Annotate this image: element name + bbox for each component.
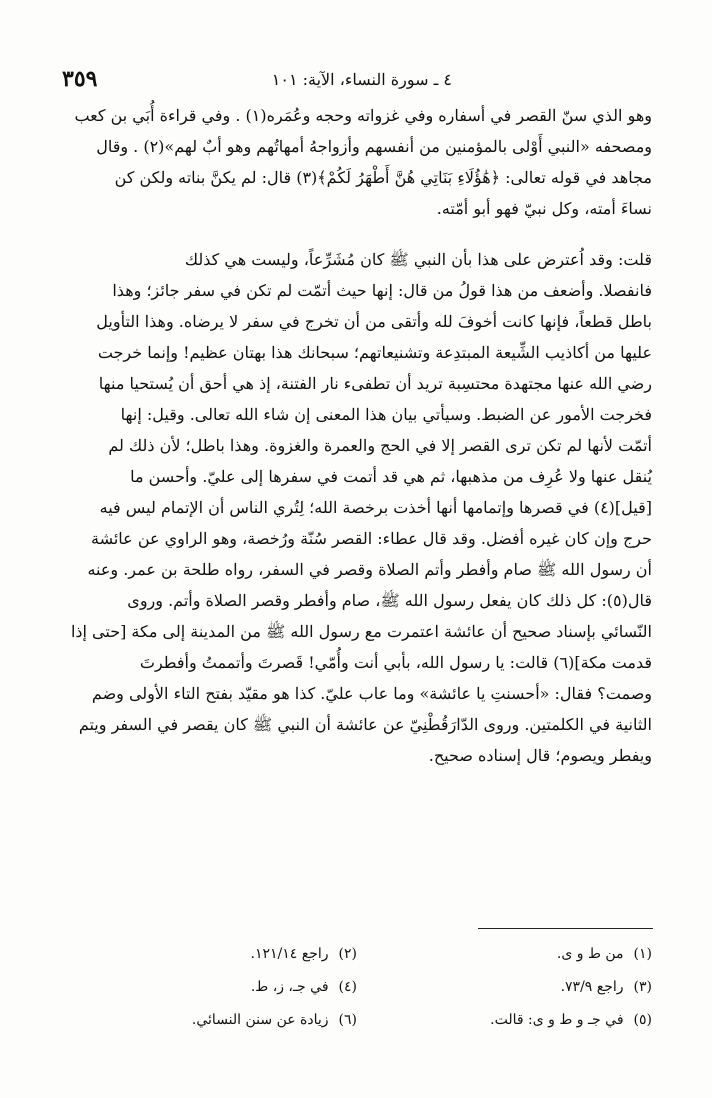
page-number: ٣٥٩ [62,66,98,92]
footnote-1 [357,938,652,971]
footnote-number: (٣) [633,979,652,995]
footnote-number: (٦) [338,1012,357,1028]
footnote-number: (٥) [633,1012,652,1028]
text-line: رضي الله عنها مجتهدة محتسِبة تريد أن تطفىء نار الفتنة، إذ هي أحق أن يُستحيا منها [98,374,652,393]
text-line: قلت: وقد اُعترض على هذا بأن النبي ﷺ كان مُشَرِّعاً، وليست هي كذلك [184,250,652,269]
text-line: الثانية في الكلمتين. وروى الدّارَقُطْنِيّ عن عائشة أن النبي ﷺ كان يقصر في السفر ويتم [78,715,652,734]
text-line: فخرجت الأمور عن الضبط. وسيأتي بيان هذا المعنى إن شاء الله تعالى. وقيل: إنها [120,405,652,424]
footnotes [62,938,652,1037]
footnote-text: في جـ، ز، ط. [250,979,329,995]
text-line: مجاهد في قوله تعالى: ﴿هَٰؤُلَاءِ بَنَاتِي هُنَّ أَطْهَرُ لَكُمْ﴾(٣) قال: لم يكنَّ بناته ولكن كن [114,168,652,187]
footnote-number: (١) [633,946,652,962]
footnote-6 [62,1004,357,1037]
text-line: ويفطر ويصوم؛ قال إسناده صحيح. [428,746,652,765]
text-line: وهو الذي سنّ القصر في أسفاره وفي غزواته وحجه وعُمَره(١) . وفي قراءة أُبَي بن كعب [74,106,652,125]
footnote-text: راجع ١٢١/١٤. [250,946,329,962]
footnote-2 [62,938,357,971]
footnote-text: زيادة عن سنن النسائي. [191,1012,329,1028]
text-line: قال(٥): كل ذلك كان يفعل رسول الله ﷺ، صام وأفطر وقصر الصلاة وأتم. وروى [127,591,652,610]
text-line: باطل قطعاً، فإنها كانت أخوفَ لله وأتقى من أن تخرج في سفر لا يرضاه. وهذا التأويل [96,312,652,331]
footnote-row [62,971,652,1004]
text-line: فانفصلا. وأضعف من هذا قولُ من قال: إنها حيث أتمّت لم تكن في سفر جائز؛ وهذا [112,281,652,300]
footnote-row [62,1004,652,1037]
paragraph-2 [62,244,652,771]
text-line: عليها من أكاذيب الشِّيعة المبتدِعة وتشنيعاتهم؛ سبحانك هذا بهتان عظيم! وإنما خرجت [97,343,652,362]
text-line: وصمت؟ فقال: «أحسنتِ يا عائشة» وما عاب عليّ. كذا هو مقيّد بفتح التاء الأولى وضم [91,684,652,703]
text-line: [قيل](٤) في قصرها وإتمامها أنها أخذت برخصة الله؛ لِتُري الناس أن الإتمام ليس فيه [99,498,652,517]
footnote-5 [357,1004,652,1037]
footnote-divider [478,928,653,929]
main-text [62,100,652,791]
text-line: أتمّت لأنها لم تكن ترى القصر إلا في الحج والعمرة والغزوة. وهذا باطل؛ لأن ذلك لم [108,436,652,455]
footnote-number: (٢) [338,946,357,962]
text-line: حرج وإن كان غيره أفضل. وقد قال عطاء: القصر سُنّة ورُخصة، وهو الراوي عن عائشة [91,529,652,548]
header-title: ٤ ـ سورة النساء، الآية: ١٠١ [271,70,452,89]
footnote-3 [357,971,652,1004]
text-line: يُنقل عنها ولا عُرِف من مذهبها، ثم هي قد أتمت في سفرها إلى عليّ. وأحسن ما [130,467,652,486]
footnote-row [62,938,652,971]
footnote-4 [62,971,357,1004]
text-line: النّسائي بإسناد صحيح أن عائشة اعتمرت مع رسول الله ﷺ من المدينة إلى مكة [حتى إذا [70,622,652,641]
text-line: قدمت مكة](٦) قالت: يا رسول الله، بأبي أنت وأُمّي! قَصرتَ وأتممتُ وأفطرتَ [139,653,652,672]
running-header [62,60,652,100]
footnote-text: في جـ و ط و ى: قالت. [490,1012,624,1028]
footnote-text: من ط و ى. [556,946,624,962]
text-line: أن رسول الله ﷺ صام وأفطر وأتم الصلاة وقصر في السفر، رواه طلحة بن عمر. وعنه [87,560,652,579]
footnote-text: راجع ٧٣/٩. [560,979,624,995]
text-line: ومصحفه «النبي أَوْلى بالمؤمنين من أنفسهم وأزواجهُ أمهاتُهم وهو أبٌ لهم»(٢) . وقال [96,137,652,156]
paragraph-1 [62,100,652,224]
footnote-number: (٤) [338,979,357,995]
text-line: نساءَ أمته، وكل نبيّ فهو أبو أمّته. [436,199,652,218]
